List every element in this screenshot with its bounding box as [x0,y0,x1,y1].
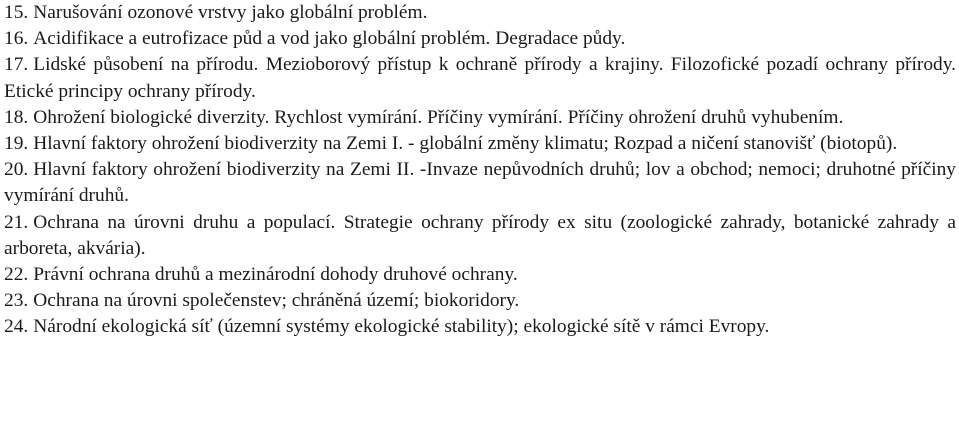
item-number: 21. [4,211,29,233]
item-text: Ochrana na úrovni druhu a populací. Strategie ochrany přírody ex situ (zoologické zahrady, botanické zahrady a arboreta, akvária). [4,211,956,259]
list-item-20 [4,157,956,209]
item-text: Lidské působení na přírodu. Mezioborový přístup k ochraně přírody a krajiny. Filozofické pozadí ochrany přírody. Etické principy ochrany přírody. [4,54,956,102]
item-text: Národní ekologická síť (územní systémy ekologické stability); ekologické sítě v rámci Evropy. [33,316,770,338]
list-item-18 [4,105,956,131]
list-item-22 [4,262,956,288]
item-number: 19. [4,133,29,155]
list-item-23 [4,288,956,314]
item-number: 15. [4,2,29,23]
list-item-17 [4,52,956,104]
item-number: 20. [4,159,29,181]
item-text: Hlavní faktory ohrožení biodiverzity na Zemi I. - globální změny klimatu; Rozpad a ničení stanovišť (biotopů). [33,133,898,155]
list-item-16 [4,26,956,52]
topic-list [4,0,956,341]
item-text: Ohrožení biologické diverzity. Rychlost vymírání. Příčiny vymírání. Příčiny ohrožení druhů vyhubením. [33,106,844,128]
list-item-21 [4,210,956,262]
item-number: 17. [4,54,29,76]
list-item-24 [4,314,956,340]
item-text: Ochrana na úrovni společenstev; chráněná území; biokoridory. [33,290,520,312]
item-number: 24. [4,316,29,338]
item-text: Narušování ozonové vrstvy jako globální problém. [33,2,428,23]
item-number: 22. [4,264,29,286]
list-item-15 [4,0,956,26]
item-text: Hlavní faktory ohrožení biodiverzity na Zemi II. -Invaze nepůvodních druhů; lov a obchod; nemoci; druhotné příčiny vymírání druhů. [4,159,956,207]
item-number: 23. [4,290,29,312]
item-text: Právní ochrana druhů a mezinárodní dohody druhové ochrany. [33,264,518,286]
item-text: Acidifikace a eutrofizace půd a vod jako globální problém. Degradace půdy. [33,28,626,50]
item-number: 18. [4,106,29,128]
list-item-19 [4,131,956,157]
item-number: 16. [4,28,29,50]
